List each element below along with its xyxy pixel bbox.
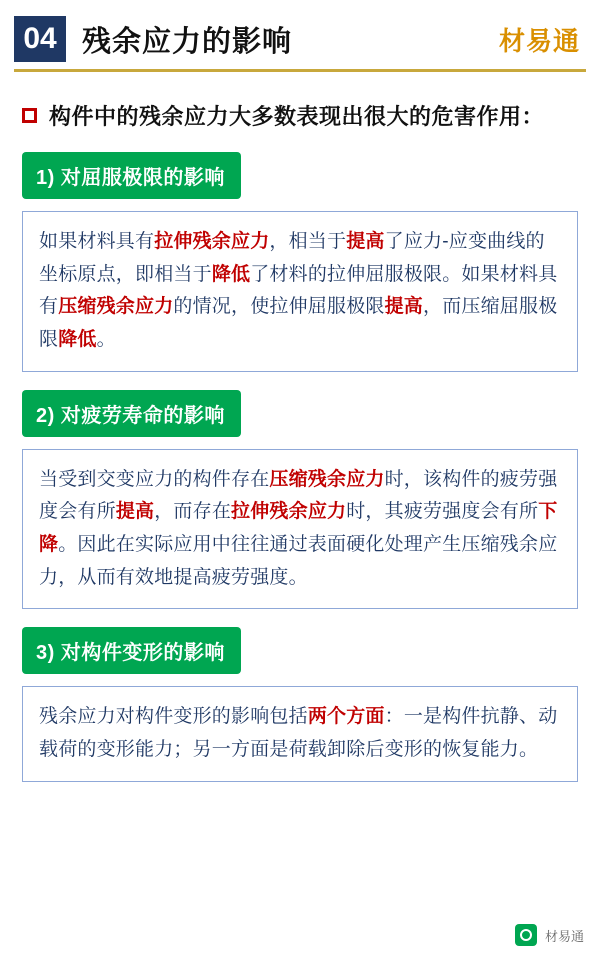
header-divider [14, 69, 586, 72]
body-text: 了应力-应变曲线的坐标原点，即相当于 [39, 231, 545, 285]
page-title: 残余应力的影响 [82, 25, 293, 58]
body-text: ，相当于 [269, 231, 347, 253]
intro-text: 构件中的残余应力大多数表现出很大的危害作用： [49, 104, 545, 129]
brand-mark-icon [515, 924, 537, 946]
body-text: 当受到交变应力的构件存在 [39, 468, 270, 490]
intro-bullet [0, 78, 600, 134]
section-1-body [22, 211, 578, 372]
highlight-text: 下降 [39, 501, 558, 556]
body-text: 。因此在实际应用中往往通过表面硬化处理产生压缩残余应力，从而有效地提高疲劳强度。 [39, 534, 558, 588]
highlight-text: 拉伸残余应力 [154, 231, 270, 253]
highlight-text: 提高 [115, 501, 155, 523]
brand-logo-text: 材易通 [498, 25, 580, 56]
highlight-text: 两个方面 [307, 706, 385, 728]
highlight-text: 拉伸残余应力 [231, 501, 347, 523]
highlight-text: 提高 [384, 296, 424, 318]
section-2-body [22, 449, 578, 610]
highlight-text: 降低 [58, 329, 97, 351]
body-text: 。 [96, 329, 116, 351]
body-text: ，而存在 [154, 501, 232, 523]
section-2 [0, 390, 600, 610]
section-3-body [22, 686, 578, 781]
body-text: 时，其疲劳强度会有所 [346, 501, 539, 523]
section-1 [0, 152, 600, 372]
section-3 [0, 627, 600, 781]
footer-text: 材易通 [544, 928, 584, 944]
highlight-text: 压缩残余应力 [58, 296, 174, 318]
highlight-text: 压缩残余应力 [269, 468, 385, 490]
square-bullet-icon [22, 108, 37, 123]
section-2-heading: 2) 对疲劳寿命的影响 [22, 390, 241, 437]
footer-watermark [515, 924, 584, 946]
section-number-badge: 04 [14, 16, 66, 62]
section-3-heading: 3) 对构件变形的影响 [22, 627, 241, 674]
body-text: ：一是构件抗静、动载荷的变形能力；另一方面是荷载卸除后变形的恢复能力。 [39, 706, 558, 761]
body-text: ，而压缩屈服极限 [39, 296, 558, 351]
slide-header [0, 0, 600, 78]
body-text: 如果材料具有 [39, 231, 155, 253]
body-text: 时，该构件的疲劳强度会有所 [39, 468, 558, 523]
section-1-heading: 1) 对屈服极限的影响 [22, 152, 241, 199]
body-text: 了材料的拉伸屈服极限。如果材料具有 [39, 263, 558, 318]
highlight-text: 提高 [346, 231, 385, 253]
body-text: 的情况，使拉伸屈服极限 [173, 296, 385, 318]
highlight-text: 降低 [211, 263, 251, 285]
body-text: 残余应力对构件变形的影响包括 [39, 706, 308, 728]
